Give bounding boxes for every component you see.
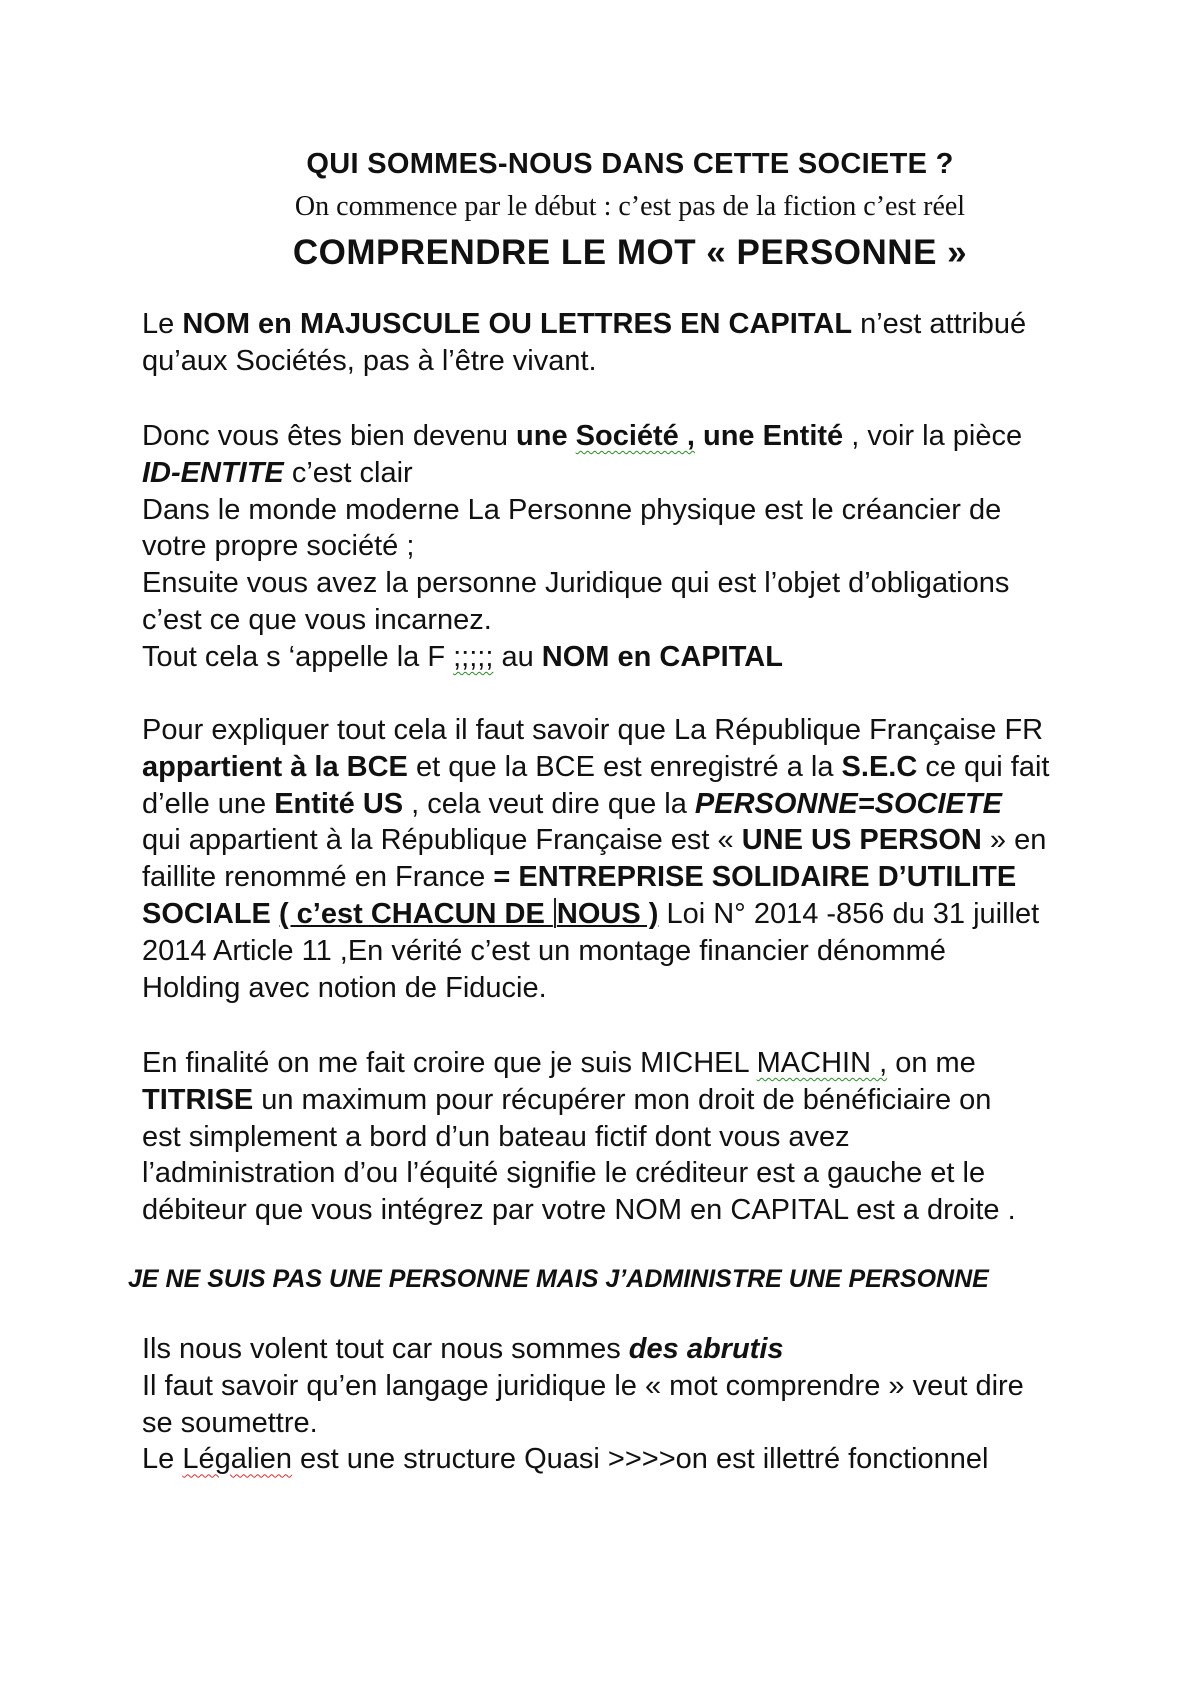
text-cursor	[554, 898, 556, 928]
bold-italic-text: ID-ENTITE	[142, 456, 284, 489]
paragraph-line: est simplement a bord d’un bateau fictif dont vous avez	[142, 1120, 850, 1153]
paragraph-line: se soumettre.	[142, 1406, 318, 1439]
bold-text: appartient à la BCE	[142, 750, 408, 783]
text-run: un maximum pour récupérer mon droit de bénéficiaire on	[253, 1083, 992, 1116]
paragraph-line	[142, 786, 1162, 823]
text-run: au	[493, 640, 542, 673]
paragraph-line	[142, 1441, 1162, 1478]
bold-text: Entité US	[274, 787, 404, 820]
paragraph-line	[142, 1331, 1162, 1368]
bold-text: SOCIALE	[142, 897, 279, 930]
text-run: n’est attribué	[852, 308, 1027, 340]
bold-text: une	[516, 420, 576, 452]
text-run: Donc vous êtes bien devenu	[142, 420, 517, 452]
text-run: faillite renommé en France	[142, 861, 494, 894]
paragraph-line	[142, 1082, 1162, 1119]
bold-text: NOM en MAJUSCULE OU LETTRES EN CAPITAL	[182, 308, 853, 340]
text-run: d’elle une	[142, 787, 275, 820]
document-subtitle: On commence par le début : c’est pas de la fiction c’est réel	[294, 191, 966, 222]
text-run: En finalité on me fait croire que je suis MICHEL	[142, 1047, 757, 1079]
paragraph-line: c’est ce que vous incarnez.	[142, 603, 492, 636]
bold-text: = ENTREPRISE SOLIDAIRE D’UTILITE	[493, 861, 1017, 894]
text-run: Ils nous volent tout car nous sommes	[142, 1333, 629, 1365]
paragraph-line	[142, 822, 1162, 859]
paragraph-line: Dans le monde moderne La Personne physique est le créancier de	[142, 493, 1002, 526]
text-run: Tout cela s ‘appelle la F	[142, 640, 454, 673]
notice-line: JE NE SUIS PAS UNE PERSONNE MAIS J’ADMINISTRE UNE PERSONNE	[128, 1265, 989, 1293]
text-run: c’est clair	[283, 456, 413, 489]
document-title: QUI SOMMES-NOUS DANS CETTE SOCIETE ?	[306, 148, 954, 180]
bold-text: TITRISE	[142, 1083, 254, 1116]
text-run: qui appartient à la République Française est «	[142, 824, 742, 857]
paragraph-3	[142, 712, 1162, 1006]
paragraph-line: Ensuite vous avez la personne Juridique qui est l’objet d’obligations	[142, 567, 1010, 600]
paragraph-line	[142, 306, 1162, 343]
paragraph-line: Il faut savoir qu’en langage juridique le « mot comprendre » veut dire	[142, 1369, 1024, 1402]
paragraph-5	[142, 1331, 1162, 1478]
paragraph-line: débiteur que vous intégrez par votre NOM en CAPITAL est a droite .	[142, 1194, 1016, 1227]
text-run: , voir la pièce	[843, 420, 1023, 452]
text-run: ce qui fait	[917, 750, 1050, 783]
grammar-flagged-text: Société ,	[575, 420, 695, 452]
underlined-bold-text: NOUS )	[556, 897, 659, 930]
document-heading: COMPRENDRE LE MOT « PERSONNE »	[292, 233, 968, 272]
paragraph-line: l’administration d’ou l’équité signifie le créditeur est a gauche et le	[142, 1157, 986, 1190]
bold-text: NOM en CAPITAL	[541, 640, 783, 673]
text-run: on me	[887, 1047, 976, 1079]
paragraph-line: Pour expliquer tout cela il faut savoir que La République Française FR	[142, 714, 1044, 746]
grammar-flagged-text: ;;;;;	[453, 640, 494, 673]
bold-italic-text: des abrutis	[628, 1333, 784, 1365]
bold-italic-text: PERSONNE=SOCIETE	[694, 787, 1002, 820]
bold-text: UNE US PERSON	[741, 824, 982, 857]
text-run: » en	[981, 824, 1047, 857]
paragraph-line	[142, 1045, 1162, 1082]
paragraph-line: qu’aux Sociétés, pas à l’être vivant.	[142, 344, 597, 377]
text-run: est une structure Quasi >>>>on est illettré fonctionnel	[291, 1443, 989, 1476]
bold-text: S.E.C	[841, 750, 918, 783]
paragraph-4	[142, 1045, 1162, 1229]
grammar-flagged-text: MACHIN ,	[756, 1047, 888, 1079]
paragraph-line: Holding avec notion de Fiducie.	[142, 971, 547, 1004]
text-run: , cela veut dire que la	[403, 787, 695, 820]
paragraph-line: votre propre société ;	[142, 530, 415, 563]
paragraph-line	[142, 418, 1162, 455]
paragraph-line	[142, 896, 1162, 933]
text-run: Loi N° 2014 -856 du 31 juillet	[658, 897, 1040, 930]
underlined-bold-text: ( c’est CHACUN DE	[278, 897, 553, 930]
text-run: Le	[142, 308, 183, 340]
paragraph-line: 2014 Article 11 ,En vérité c’est un montage financier dénommé	[142, 934, 946, 967]
text-run: Le	[142, 1443, 183, 1476]
text-run: et que la BCE est enregistré a la	[407, 750, 842, 783]
paragraph-line	[142, 859, 1162, 896]
bold-text: une Entité	[694, 420, 844, 452]
paragraph-line	[142, 749, 1162, 786]
paragraph-1	[142, 306, 1162, 380]
paragraph-2	[142, 418, 1162, 676]
paragraph-line	[142, 455, 1162, 492]
spelling-flagged-text: Légalien	[182, 1443, 292, 1476]
paragraph-line	[142, 639, 1162, 676]
